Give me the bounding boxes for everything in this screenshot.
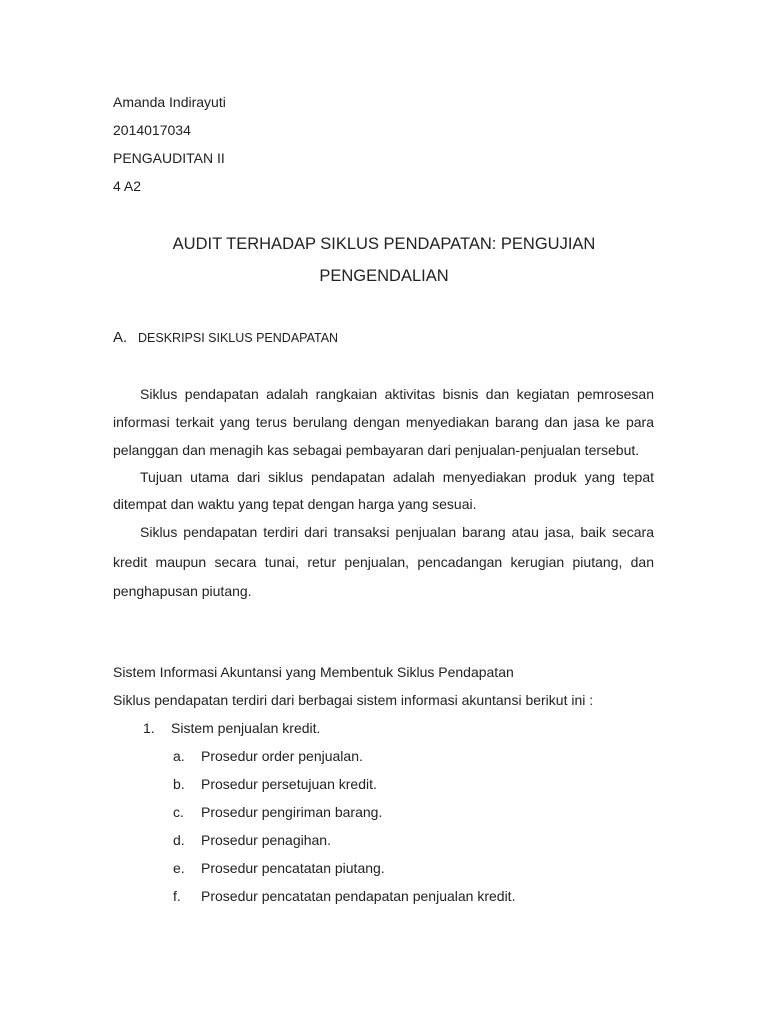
section-a-title: DESKRIPSI SIKLUS PENDAPATAN [138, 331, 339, 345]
procedure-letter: a. [173, 748, 185, 764]
procedure-label: Prosedur order penjualan. [201, 748, 363, 764]
student-id: 2014017034 [113, 122, 191, 138]
course-name: PENGAUDITAN II [113, 150, 225, 166]
procedure-list [113, 742, 673, 910]
body-paragraphs [113, 380, 654, 607]
sia-intro: Siklus pendapatan terdiri dari berbagai sistem informasi akuntansi berikut ini : [113, 692, 594, 708]
procedure-letter: d. [173, 832, 185, 848]
procedure-item [113, 742, 673, 770]
list-item-label: Sistem penjualan kredit. [171, 720, 321, 736]
sia-heading: Sistem Informasi Akuntansi yang Membentuk Siklus Pendapatan [113, 664, 514, 680]
procedure-letter: e. [173, 860, 185, 876]
procedure-label: Prosedur penagihan. [201, 832, 331, 848]
title-line-1: AUDIT TERHADAP SIKLUS PENDAPATAN: PENGUJIAN [172, 235, 596, 253]
author-name: Amanda Indirayuti [113, 94, 226, 110]
procedure-item [113, 798, 673, 826]
sia-list [113, 714, 673, 742]
paragraph-2: Tujuan utama dari siklus pendapatan adalah menyediakan produk yang tepat ditempat dan waktu yang tepat dengan harga yang sesuai. [113, 469, 654, 512]
section-a-letter: A. [113, 329, 128, 346]
procedure-item [113, 854, 673, 882]
procedure-item [113, 826, 673, 854]
document-title [100, 228, 668, 292]
section-a-heading [113, 326, 338, 350]
sia-section [113, 658, 673, 910]
class-name: 4 A2 [113, 178, 142, 194]
procedure-letter: f. [173, 888, 181, 904]
procedure-label: Prosedur pencatatan pendapatan penjualan kredit. [201, 888, 516, 904]
procedure-letter: b. [173, 776, 185, 792]
list-item [113, 714, 673, 742]
paragraph-1: Siklus pendapatan adalah rangkaian aktivitas bisnis dan kegiatan pemrosesan informasi terkait yang terus berulang dengan menyediakan barang dan jasa ke para pelanggan dan menagih kas sebagai pembayaran dari penjualan-penjualan tersebut. [113, 386, 654, 458]
procedure-label: Prosedur pencatatan piutang. [201, 860, 385, 876]
author-header [113, 88, 226, 200]
paragraph-3: Siklus pendapatan terdiri dari transaksi penjualan barang atau jasa, baik secara kredit maupun secara tunai, retur penjualan, pencadangan kerugian piutang, dan penghapusan piutang. [113, 524, 654, 599]
procedure-label: Prosedur pengiriman barang. [201, 804, 383, 820]
procedure-label: Prosedur persetujuan kredit. [201, 776, 377, 792]
procedure-item [113, 770, 673, 798]
procedure-letter: c. [173, 804, 184, 820]
title-line-2: PENGENDALIAN [319, 267, 449, 285]
procedure-item [113, 882, 673, 910]
list-item-number: 1. [143, 720, 155, 736]
